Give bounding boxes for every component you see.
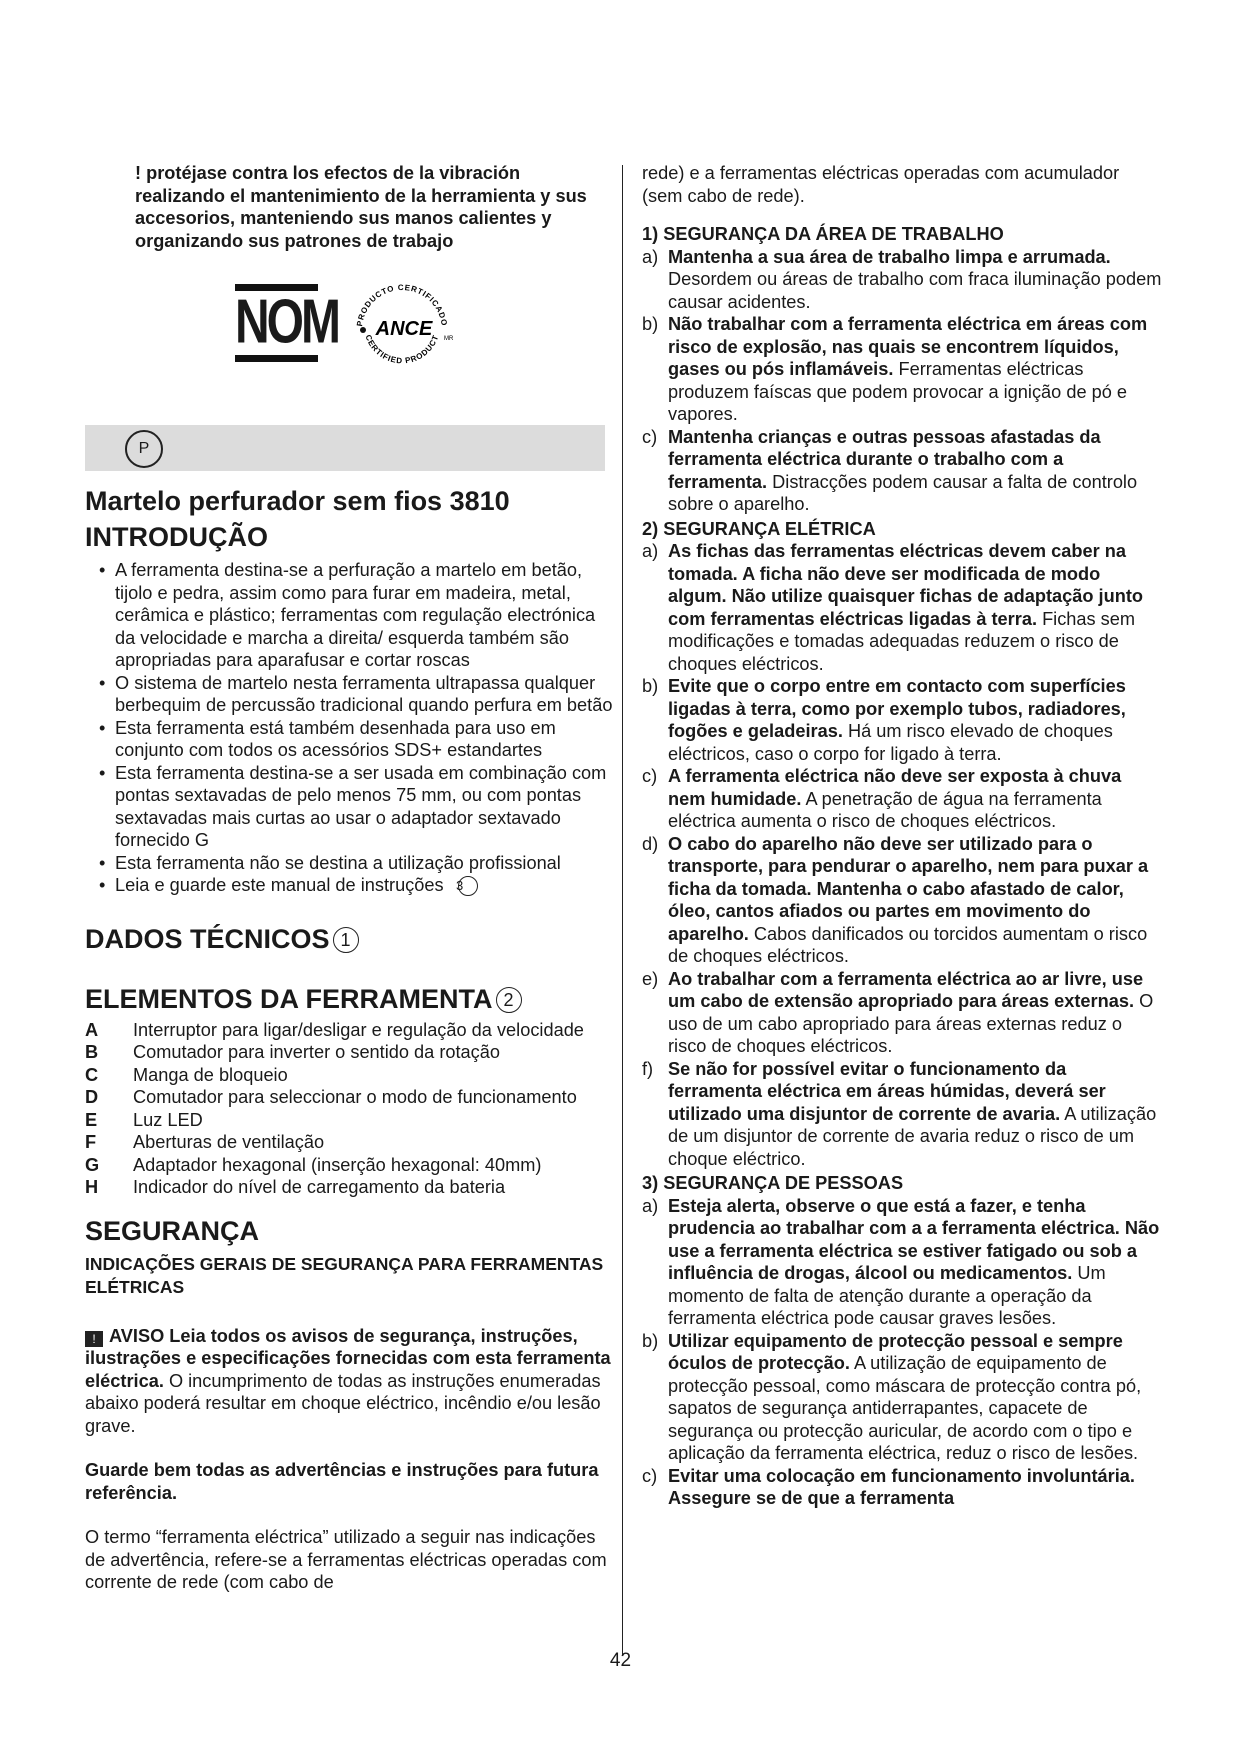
list-item: • Esta ferramenta destina-se a ser usada em combinação com pontas sextavadas de pelo menos 75 mm, ou com pontas sextavadas mais curtas ao usar o adaptador sextavado fornecido G	[99, 762, 607, 850]
warning-paragraph: ! AVISO Leia todos os avisos de segurança, instruções, ilustrações e especificações fornecidas com esta ferramenta eléctrica. O incumprimento de todas as instruções enumeradas abaixo poderá resultar em choque eléctrico, incêndio e/ou lesão grave.	[85, 1325, 611, 1436]
ance-mark: MR	[444, 336, 454, 342]
list-item: C Manga de bloqueio	[85, 1064, 288, 1085]
figure-ref-2: 2	[496, 987, 522, 1013]
list-item: d) O cabo do aparelho não deve ser utilizado para o transporte, para pendurar o aparelho, nem para puxar a ficha da tomada. Mantenha o cabo afastado de calor, óleo, cantos afiados ou partes em movimento do aparelho. Cabos danificados ou torcidos aumentam o risco de choques eléctricos.	[642, 833, 1149, 966]
certification-logos	[235, 262, 615, 407]
list-item: D Comutador para seleccionar o modo de funcionamento	[85, 1087, 577, 1107]
warning-icon: !	[85, 1331, 103, 1347]
list-item: a) Esteja alerta, observe o que está a fazer, e tenha prudencia ao trabalhar com a a ferramenta eléctrica. Não use a ferramenta eléctrica se estiver fatigado ou sob a influência de drogas, álcool ou medicamentos. Um momento de falta de atenção durante a operação da ferramenta eléctrica pode causar graves lesões.	[642, 1195, 1160, 1328]
list-item: • A ferramenta destina-se a perfuração a martelo em betão, tijolo e pedra, assim como para furar em madeira, metal, cerâmica e plástico; ferramentas com regulação electrónica da velocidade e marcha a direita/ esquerda também são apropriadas para aparafusar e cortar roscas	[99, 560, 596, 670]
section-personal	[642, 1172, 1162, 1510]
list-item: • O sistema de martelo nesta ferramenta ultrapassa qualquer berbequim de percussão tradicional quando perfura em betão	[99, 672, 613, 715]
left-column	[85, 162, 615, 1594]
safety-heading: SEGURANÇA	[85, 1215, 260, 1246]
list-item: B Comutador para inverter o sentido da rotação	[85, 1042, 500, 1062]
intro-list	[85, 559, 615, 897]
ance-text: ANCE	[375, 318, 433, 340]
nom-logo-text: NOM	[235, 287, 338, 357]
elements-heading: ELEMENTOS DA FERRAMENTA 2	[85, 981, 615, 1017]
safety-subheading: INDICAÇÕES GERAIS DE SEGURANÇA PARA FERRAMENTAS ELÉTRICAS	[85, 1253, 604, 1297]
nom-logo	[235, 284, 338, 362]
continuation-text: rede) e a ferramentas eléctricas operadas com acumulador (sem cabo de rede).	[642, 163, 1120, 206]
term-definition: O termo “ferramenta eléctrica” utilizado a seguir nas indicações de advertência, refere-se a ferramentas eléctricas operadas com corrente de rede (com cabo de	[85, 1527, 607, 1592]
list-item: b) Utilizar equipamento de protecção pessoal e sempre óculos de protecção. A utilização de equipamento de protecção pessoal, como máscara de protecção contra pó, sapatos de segurança antiderrapantes, capacete de segurança ou protecção auricular, de acordo com o tipo e aplicação da ferramenta eléctrica, reduz o risco de lesões.	[642, 1330, 1142, 1463]
figure-ref-3: 3	[458, 876, 478, 896]
right-column	[642, 162, 1162, 1510]
language-bar	[85, 425, 605, 471]
section-title: 2) SEGURANÇA ELÉTRICA	[642, 518, 876, 539]
list-item: • Leia e guarde este manual de instruções 3	[83, 874, 615, 897]
section-electrical	[642, 518, 1162, 1171]
ance-certified-logo	[347, 272, 457, 382]
figure-ref-1: 1	[333, 927, 359, 953]
list-item: f) Se não for possível evitar o funcionamento da ferramenta eléctrica em áreas húmidas, deverá ser utilizado uma disjuntor de corrente de avaria. A utilização de um disjuntor de corrente de avaria reduz o risco de um choque eléctrico.	[642, 1058, 1157, 1169]
list-item: a) Mantenha a sua área de trabalho limpa e arrumada. Desordem ou áreas de trabalho com fraca iluminação podem causar acidentes.	[642, 246, 1162, 312]
list-item: H Indicador do nível de carregamento da bateria	[85, 1177, 506, 1197]
list-item: a) As fichas das ferramentas eléctricas devem caber na tomada. A ficha não deve ser modificada de modo algum. Não utilize quaisquer fichas de adaptação junto com ferramentas eléctricas ligadas à terra. Fichas sem modificações e tomadas adequadas reduzem o risco de choques eléctricos.	[642, 541, 1143, 674]
list-item: E Luz LED	[85, 1109, 203, 1130]
list-item: e) Ao trabalhar com a ferramenta eléctrica ao ar livre, use um cabo de extensão apropriado para áreas externas. O uso de um cabo apropriado para áreas externas reduz o risco de choques eléctricos.	[642, 968, 1154, 1056]
section-title: 1) SEGURANÇA DA ÁREA DE TRABALHO	[642, 224, 1004, 244]
list-item: c) Evitar uma colocação em funcionamento involuntária. Assegure se de que a ferramenta	[642, 1465, 1135, 1508]
list-item: G Adaptador hexagonal (inserção hexagonal: 40mm)	[85, 1154, 542, 1175]
language-badge: P	[125, 430, 163, 468]
list-item: c) A ferramenta eléctrica não deve ser exposta à chuva nem humidade. A penetração de água na ferramenta eléctrica aumenta o risco de choques eléctricos.	[642, 766, 1122, 831]
list-item: • Esta ferramenta está também desenhada para uso em conjunto com todos os acessórios SDS+ estandartes	[99, 717, 556, 760]
list-item: • Esta ferramenta não se destina a utilização profissional	[99, 852, 561, 873]
ance-ring-bottom: CERTIFIED PRODUCT	[363, 333, 441, 366]
section-title: 3) SEGURANÇA DE PESSOAS	[642, 1173, 904, 1193]
list-item: c) Mantenha crianças e outras pessoas afastadas da ferramenta eléctrica durante o trabalho com a ferramenta. Distracções podem causar a falta de controlo sobre o aparelho.	[642, 426, 1138, 514]
keep-instructions: Guarde bem todas as advertências e instruções para futura referência.	[85, 1460, 599, 1503]
list-item: A Interruptor para ligar/desligar e regulação da velocidade	[85, 1019, 584, 1040]
tech-data-heading: DADOS TÉCNICOS 1	[85, 921, 615, 957]
spanish-vibration-warning: ! protéjase contra los efectos de la vibración realizando el mantenimiento de la herramienta y sus accesorios, manteniendo sus manos calientes y organizando sus patrones de trabajo	[135, 163, 587, 251]
page-number: 42	[609, 1650, 632, 1671]
list-item: b) Não trabalhar com a ferramenta eléctrica em áreas com risco de explosão, nas quais se encontrem líquidos, gases ou pós inflamáveis. Ferramentas eléctricas produzem faíscas que podem provocar a ignição de pó e vapores.	[642, 314, 1148, 424]
list-item: b) Evite que o corpo entre em contacto com superfícies ligadas à terra, como por exemplo tubos, radiadores, fogões e geladeiras. Há um risco elevado de choques eléctricos, caso o corpo for ligado à terra.	[642, 676, 1126, 764]
section-work-area	[642, 223, 1162, 516]
intro-heading: INTRODUÇÃO	[85, 522, 268, 552]
product-title: Martelo perfurador sem fios 3810	[85, 486, 510, 516]
column-divider	[622, 165, 623, 1655]
list-item: F Aberturas de ventilação	[85, 1132, 325, 1152]
elements-list	[85, 1019, 615, 1199]
ance-ring-top: PRODUCTO CERTIFICADO	[355, 282, 449, 327]
